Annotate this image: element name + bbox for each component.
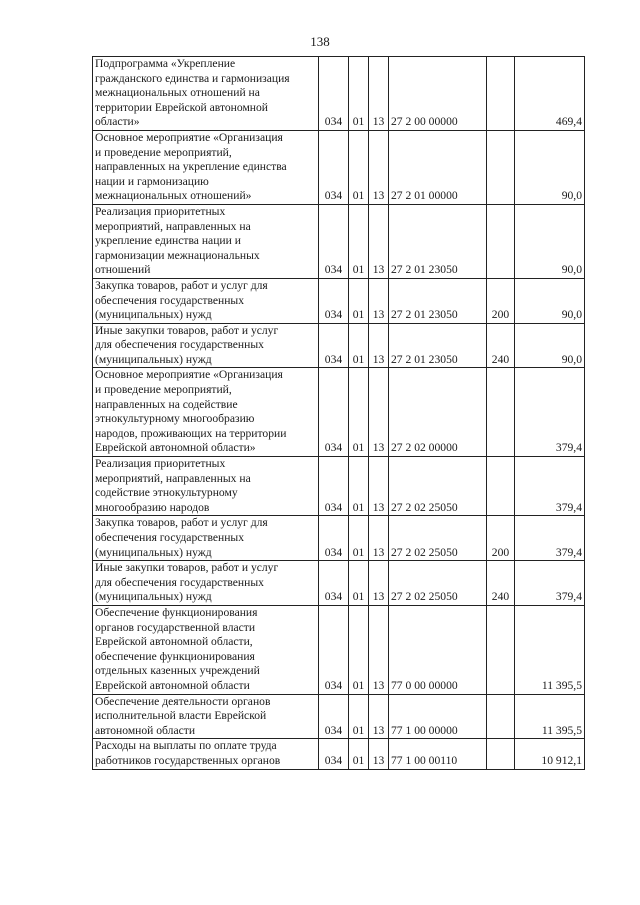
row-expense-type-code	[487, 457, 515, 516]
row-section-code: 01	[349, 204, 369, 278]
table-row	[93, 457, 585, 516]
row-subsection-code: 13	[369, 605, 389, 694]
row-name-cell	[93, 561, 319, 606]
row-ministry-code: 034	[319, 368, 349, 457]
row-section-code: 01	[349, 739, 369, 769]
row-target-article-code: 27 2 02 00000	[389, 368, 487, 457]
row-target-article-code: 27 2 01 23050	[389, 323, 487, 368]
table-row	[93, 204, 585, 278]
table-row	[93, 278, 585, 323]
page-number: 138	[310, 34, 330, 49]
row-ministry-code: 034	[319, 694, 349, 739]
row-ministry-code: 034	[319, 278, 349, 323]
row-ministry-code: 034	[319, 457, 349, 516]
row-name-cell	[93, 457, 319, 516]
row-subsection-code: 13	[369, 278, 389, 323]
row-ministry-code: 034	[319, 516, 349, 561]
row-name-text: Закупка товаров, работ и услуг для обеспечения государственных (муниципальных) нужд	[95, 516, 268, 559]
row-name-text: Подпрограмма «Укрепление гражданского единства и гармонизация межнациональных отношений на территории Еврейской автономной области»	[95, 57, 290, 129]
row-name-cell	[93, 57, 319, 131]
row-name-text: Реализация приоритетных мероприятий, направленных на содействие этнокультурному многообразию народов	[95, 457, 251, 514]
budget-table-body	[93, 57, 585, 770]
table-row	[93, 694, 585, 739]
row-amount: 10 912,1	[515, 739, 585, 769]
row-ministry-code: 034	[319, 204, 349, 278]
row-target-article-code: 77 0 00 00000	[389, 605, 487, 694]
row-expense-type-code	[487, 204, 515, 278]
row-amount: 379,4	[515, 457, 585, 516]
table-row	[93, 57, 585, 131]
row-target-article-code: 27 2 01 23050	[389, 278, 487, 323]
row-ministry-code: 034	[319, 739, 349, 769]
row-section-code: 01	[349, 561, 369, 606]
row-amount: 90,0	[515, 278, 585, 323]
row-amount: 90,0	[515, 323, 585, 368]
row-amount: 90,0	[515, 130, 585, 204]
row-ministry-code: 034	[319, 561, 349, 606]
row-name-cell	[93, 368, 319, 457]
table-row	[93, 323, 585, 368]
row-name-text: Иные закупки товаров, работ и услуг для обеспечения государственных (муниципальных) нужд	[95, 323, 279, 366]
row-name-cell	[93, 605, 319, 694]
row-subsection-code: 13	[369, 368, 389, 457]
row-section-code: 01	[349, 694, 369, 739]
table-row	[93, 605, 585, 694]
row-expense-type-code	[487, 605, 515, 694]
row-name-text: Иные закупки товаров, работ и услуг для обеспечения государственных (муниципальных) нужд	[95, 561, 279, 604]
row-target-article-code: 77 1 00 00000	[389, 694, 487, 739]
row-subsection-code: 13	[369, 457, 389, 516]
row-section-code: 01	[349, 130, 369, 204]
row-section-code: 01	[349, 57, 369, 131]
row-target-article-code: 27 2 02 25050	[389, 561, 487, 606]
row-subsection-code: 13	[369, 130, 389, 204]
row-section-code: 01	[349, 323, 369, 368]
row-expense-type-code	[487, 739, 515, 769]
row-expense-type-code	[487, 368, 515, 457]
row-ministry-code: 034	[319, 605, 349, 694]
row-ministry-code: 034	[319, 323, 349, 368]
row-amount: 379,4	[515, 561, 585, 606]
row-subsection-code: 13	[369, 57, 389, 131]
row-section-code: 01	[349, 605, 369, 694]
row-name-cell	[93, 204, 319, 278]
row-subsection-code: 13	[369, 739, 389, 769]
row-name-text: Основное мероприятие «Организация и проведение мероприятий, направленных на содействие этнокультурному многообразию народов, проживающих на территории Еврейской автономной области»	[95, 368, 287, 455]
row-target-article-code: 27 2 02 25050	[389, 516, 487, 561]
row-amount: 379,4	[515, 516, 585, 561]
row-expense-type-code: 200	[487, 278, 515, 323]
row-amount: 11 395,5	[515, 694, 585, 739]
row-subsection-code: 13	[369, 204, 389, 278]
budget-table	[92, 56, 585, 770]
table-row	[93, 561, 585, 606]
row-name-text: Обеспечение деятельности органов исполнительной власти Еврейской автономной области	[95, 694, 271, 737]
row-name-cell	[93, 739, 319, 769]
table-row	[93, 368, 585, 457]
row-name-cell	[93, 130, 319, 204]
row-ministry-code: 034	[319, 130, 349, 204]
row-target-article-code: 77 1 00 00110	[389, 739, 487, 769]
row-subsection-code: 13	[369, 516, 389, 561]
row-subsection-code: 13	[369, 694, 389, 739]
row-target-article-code: 27 2 00 00000	[389, 57, 487, 131]
row-name-cell	[93, 323, 319, 368]
row-amount: 90,0	[515, 204, 585, 278]
row-expense-type-code: 240	[487, 561, 515, 606]
row-amount: 379,4	[515, 368, 585, 457]
row-name-text: Расходы на выплаты по оплате труда работников государственных органов	[95, 739, 281, 767]
row-name-text: Реализация приоритетных мероприятий, направленных на укрепление единства нации и гармонизации межнациональных отношений	[95, 204, 260, 277]
row-target-article-code: 27 2 02 25050	[389, 457, 487, 516]
row-section-code: 01	[349, 278, 369, 323]
row-target-article-code: 27 2 01 00000	[389, 130, 487, 204]
table-row	[93, 516, 585, 561]
row-section-code: 01	[349, 516, 369, 561]
table-row	[93, 739, 585, 769]
table-row	[93, 130, 585, 204]
row-expense-type-code: 200	[487, 516, 515, 561]
row-target-article-code: 27 2 01 23050	[389, 204, 487, 278]
row-name-cell	[93, 516, 319, 561]
row-name-cell	[93, 694, 319, 739]
row-amount: 469,4	[515, 57, 585, 131]
row-name-text: Основное мероприятие «Организация и проведение мероприятий, направленных на укрепление единства нации и гармонизацию межнациональных отношений»	[95, 130, 287, 203]
row-expense-type-code	[487, 57, 515, 131]
row-section-code: 01	[349, 368, 369, 457]
row-name-text: Обеспечение функционирования органов государственной власти Еврейской автономной области, обеспечение функционирования отдельных казенных учреждений Еврейской автономной области	[95, 605, 260, 692]
row-section-code: 01	[349, 457, 369, 516]
row-expense-type-code: 240	[487, 323, 515, 368]
row-subsection-code: 13	[369, 561, 389, 606]
row-expense-type-code	[487, 694, 515, 739]
row-name-text: Закупка товаров, работ и услуг для обеспечения государственных (муниципальных) нужд	[95, 278, 268, 322]
row-ministry-code: 034	[319, 57, 349, 131]
row-amount: 11 395,5	[515, 605, 585, 694]
row-expense-type-code	[487, 130, 515, 204]
row-name-cell	[93, 278, 319, 323]
row-subsection-code: 13	[369, 323, 389, 368]
